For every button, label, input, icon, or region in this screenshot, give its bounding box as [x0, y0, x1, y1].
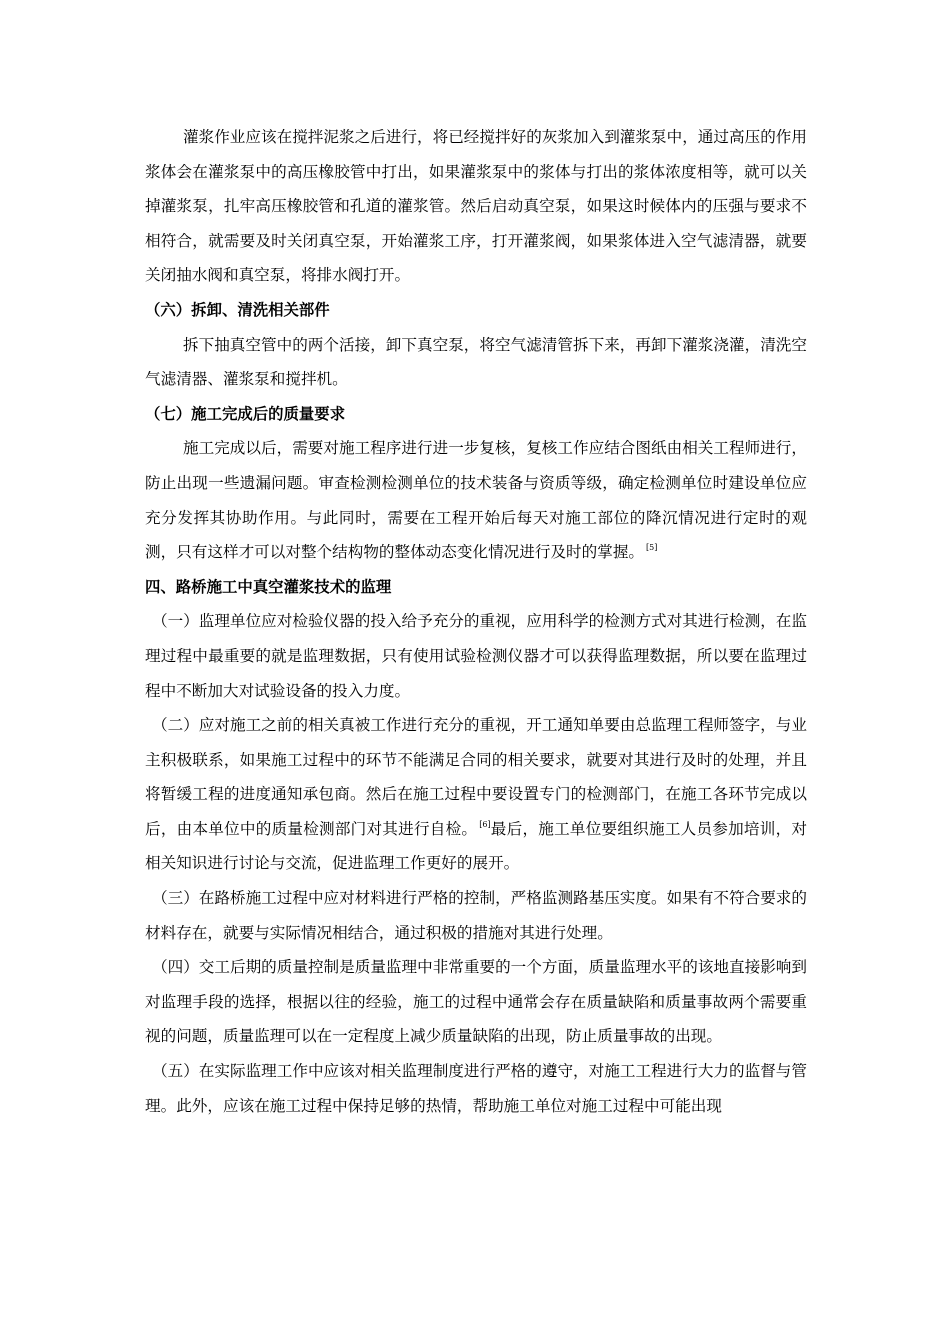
paragraph-item-3: （三）在路桥施工过程中应对材料进行严格的控制，严格监测路基压实度。如果有不符合要求的材料存在，就要与实际情况相结合，通过积极的措施对其进行处理。: [145, 889, 807, 942]
paragraph-grouting: 灌浆作业应该在搅拌泥浆之后进行，将已经搅拌好的灰浆加入到灌浆泵中，通过高压的作用浆体会在灌浆泵中的高压橡胶管中打出，如果灌浆泵中的浆体与打出的浆体浓度相等，就可以关掉灌浆泵，扎牢高压橡胶管和孔道的灌浆管。然后启动真空泵，如果这时候体内的压强与要求不相符合，就需要及时关闭真空泵，开始灌浆工序，打开灌浆阀，如果浆体进入空气滤清器，就要关闭抽水阀和真空泵，将排水阀打开。: [145, 128, 807, 285]
paragraph-item-2-text-b: 最后，施工单位要组织施工人员参加培训，对相关知识进行讨论与交流，促进监理工作更好的展开。: [145, 819, 807, 873]
paragraph-item-1: （一）监理单位应对检验仪器的投入给予充分的重视，应用科学的检测方式对其进行检测，在监理过程中最重要的就是监理数据，只有使用试验检测仪器才可以获得监理数据，所以要在监理过程中不断加大对试验设备的投入力度。: [145, 612, 807, 700]
paragraph-quality-text: 施工完成以后，需要对施工程序进行进一步复核，复核工作应结合图纸由相关工程师进行，防止出现一些遗漏问题。审查检测检测单位的技术装备与资质等级，确定检测单位时建设单位应充分发挥其协助作用。与此同时，需要在工程开始后每天对施工部位的降沉情况进行定时的观测，只有这样才可以对整个结构物的整体动态变化情况进行及时的掌握。: [145, 439, 807, 562]
paragraph-item-2-text-a: （二）应对施工之前的相关真被工作进行充分的重视，开工通知单要由总监理工程师签字，与业主积极联系，如果施工过程中的环节不能满足合同的相关要求，就要对其进行及时的处理，并且将暂缓工程的进度通知承包商。然后在施工过程中要设置专门的检测部门，在施工各环节完成以后，由本单位中的质量检测部门对其进行自检。: [145, 716, 807, 838]
heading-quality-requirements: （七）施工完成后的质量要求: [145, 404, 346, 423]
paragraph-item-5: （五）在实际监理工作中应该对相关监理制度进行严格的遵守，对施工工程进行大力的监督与管理。此外，应该在施工过程中保持足够的热情，帮助施工单位对施工过程中可能出现: [145, 1062, 807, 1115]
body-text-column: [145, 120, 807, 1123]
paragraph-item-4: （四）交工后期的质量控制是质量监理中非常重要的一个方面，质量监理水平的该地直接影响到对监理手段的选择，根据以往的经验，施工的过程中通常会存在质量缺陷和质量事故两个需要重视的问题，质量监理可以在一定程度上减少质量缺陷的出现，防止质量事故的出现。: [145, 958, 807, 1046]
heading-section-four: 四、路桥施工中真空灌浆技术的监理: [145, 577, 392, 596]
paragraph-disassemble: 拆下抽真空管中的两个活接，卸下真空泵，将空气滤清管拆下来，再卸下灌浆浇灌，清洗空气滤清器、灌浆泵和搅拌机。: [145, 335, 807, 389]
citation-5: [5]: [646, 543, 658, 553]
citation-6: [6]: [479, 819, 491, 829]
paragraph-quality: [145, 431, 807, 569]
heading-disassemble-clean: （六）拆卸、清洗相关部件: [145, 300, 330, 319]
paragraph-item-2: [145, 708, 807, 881]
